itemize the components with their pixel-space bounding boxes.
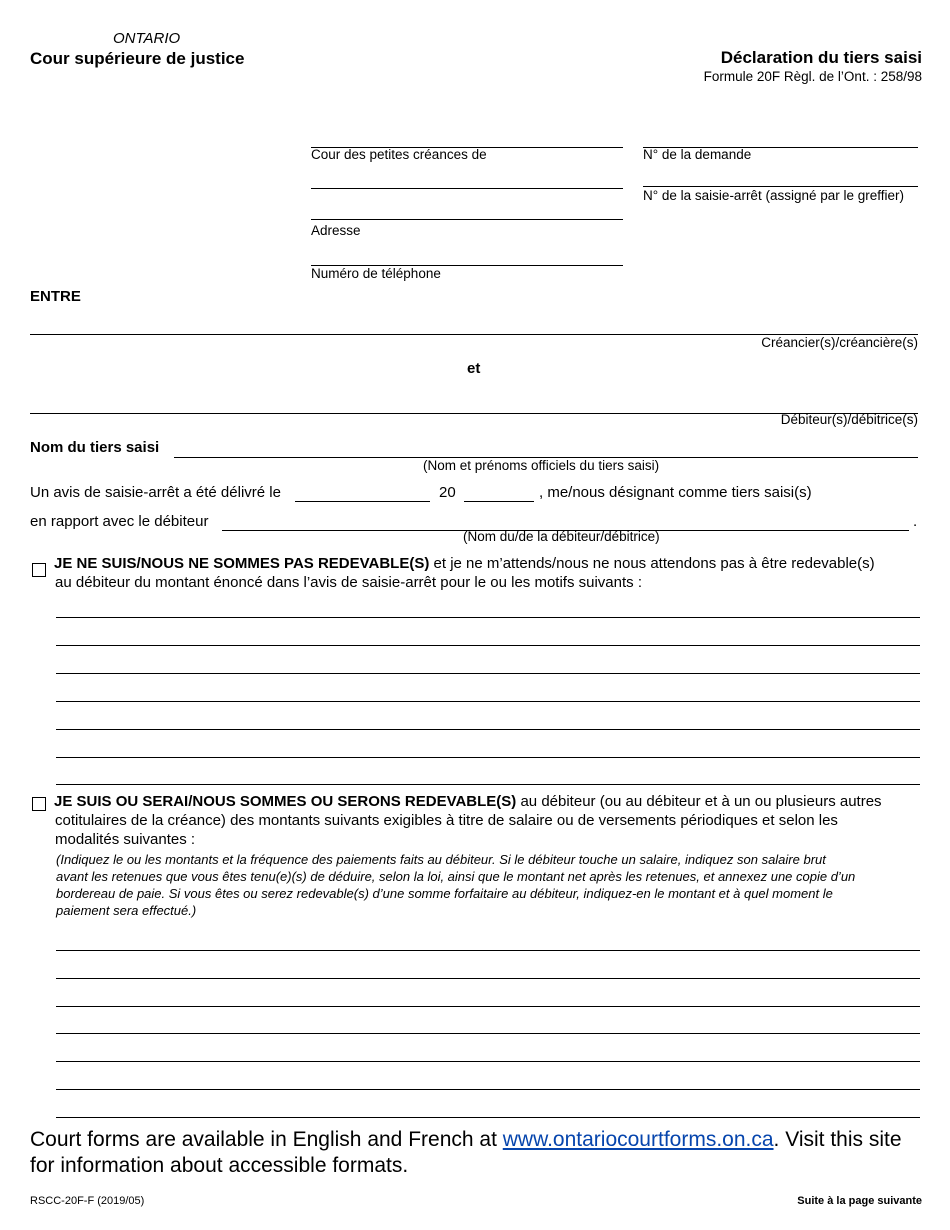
not-owing-line1 <box>54 555 875 572</box>
not-owing-bold: JE NE SUIS/NOUS NE SOMMES PAS REDEVABLE(S) <box>54 555 430 572</box>
court-name-continued-input[interactable] <box>311 169 626 189</box>
creditor-label: Créancier(s)/créancière(s) <box>761 335 918 350</box>
continued-label: Suite à la page suivante <box>797 1195 922 1207</box>
court-phone-label: Numéro de téléphone <box>311 266 441 281</box>
garnishment-number-line <box>643 186 918 187</box>
garnishment-number-label: N° de la saisie-arrêt (assigné par le greffier) <box>643 188 905 203</box>
notice-date-line <box>295 501 430 502</box>
small-claims-court-input[interactable] <box>311 128 626 148</box>
creditor-input[interactable] <box>30 315 921 335</box>
debtor-name-prefix: en rapport avec le débiteur <box>30 513 209 530</box>
debtor-name-input[interactable] <box>222 511 912 531</box>
between-heading: ENTRE <box>30 288 81 305</box>
court-phone-input[interactable] <box>311 246 626 266</box>
detail-line[interactable] <box>56 1061 920 1062</box>
reason-line[interactable] <box>56 617 920 618</box>
owing-note-3: bordereau de paie. Si vous êtes ou serez redevable(s) d’une somme forfaitaire au débiteur, indiquez-en le montant et à quel moment le <box>56 886 833 901</box>
detail-line[interactable] <box>56 1089 920 1090</box>
owing-line2: cotitulaires de la créance) des montants suivants exigibles à titre de salaire ou de versements périodiques et selon les <box>55 812 838 829</box>
owing-note-1: (Indiquez le ou les montants et la fréquence des paiements faits au débiteur. Si le débiteur touche un salaire, indiquez son salaire brut <box>56 852 826 867</box>
notice-year-line <box>464 501 534 502</box>
owing-note-4: paiement sera effectué.) <box>56 903 197 918</box>
reason-line[interactable] <box>56 784 920 785</box>
notice-year-input[interactable] <box>464 482 537 502</box>
garnishee-name-input[interactable] <box>174 438 921 458</box>
notice-text-2: . Visit this site <box>773 1128 902 1151</box>
small-claims-court-label: Cour des petites créances de <box>311 147 487 162</box>
notice-text-1: Court forms are available in English and French at <box>30 1128 497 1151</box>
form-code: RSCC-20F-F (2019/05) <box>30 1195 145 1207</box>
owing-checkbox[interactable] <box>32 797 46 811</box>
form-reference: Formule 20F Règl. de l’Ont. : 258/98 <box>703 69 922 84</box>
garnishee-name-caption: (Nom et prénoms officiels du tiers saisi) <box>423 458 660 473</box>
owing-instructions <box>56 851 855 919</box>
court-name-continued-line <box>311 188 623 189</box>
detail-line[interactable] <box>56 978 920 979</box>
owing-bold: JE SUIS OU SERAI/NOUS SOMMES OU SERONS REDEVABLE(S) <box>54 793 517 810</box>
claim-number-input[interactable] <box>643 128 921 148</box>
claim-number-label: N° de la demande <box>643 147 752 162</box>
detail-line[interactable] <box>56 1006 920 1007</box>
court-address-input[interactable] <box>311 200 626 220</box>
debtor-input[interactable] <box>30 394 921 414</box>
court-name: Cour supérieure de justice <box>30 49 245 68</box>
notice-date-prefix: Un avis de saisie-arrêt a été délivré le <box>30 484 281 501</box>
owing-line3: modalités suivantes : <box>55 831 196 848</box>
court-forms-link[interactable]: www.ontariocourtforms.on.ca <box>502 1128 774 1151</box>
debtor-name-caption: (Nom du/de la débiteur/débitrice) <box>463 529 660 544</box>
debtor-name-period: . <box>913 513 918 530</box>
court-address-line <box>311 219 623 220</box>
not-owing-rest: et je ne m’attends/nous ne nous attendons pas à être redevable(s) <box>433 555 875 572</box>
owing-note-2: avant les retenues que vous êtes tenu(e)(s) de déduire, selon la loi, ainsi que le montant net après les retenues, et annexez une copie d’un <box>56 869 856 884</box>
notice-text-3: for information about accessible formats. <box>30 1154 409 1177</box>
garnishee-name-label: Nom du tiers saisi <box>30 439 160 456</box>
debtor-label: Débiteur(s)/débitrice(s) <box>780 412 918 427</box>
province-label: ONTARIO <box>113 30 181 47</box>
garnishment-number-input[interactable] <box>643 167 921 187</box>
not-owing-checkbox[interactable] <box>32 563 46 577</box>
notice-year-prefix: 20 <box>439 484 456 501</box>
and-label: et <box>467 360 481 377</box>
owing-rest: au débiteur (ou au débiteur et à un ou plusieurs autres <box>520 793 882 810</box>
reason-line[interactable] <box>56 673 920 674</box>
reason-line[interactable] <box>56 701 920 702</box>
accessibility-notice <box>30 1127 902 1179</box>
form-title: Déclaration du tiers saisi <box>720 48 922 67</box>
reason-line[interactable] <box>56 645 920 646</box>
detail-line[interactable] <box>56 1117 920 1118</box>
detail-line[interactable] <box>56 1033 920 1034</box>
not-owing-line2: au débiteur du montant énoncé dans l’avis de saisie-arrêt pour le ou les motifs suivants : <box>55 574 642 591</box>
reason-line[interactable] <box>56 729 920 730</box>
court-address-label: Adresse <box>311 223 361 238</box>
notice-date-input[interactable] <box>295 482 433 502</box>
notice-date-suffix: , me/nous désignant comme tiers saisi(s) <box>539 484 812 501</box>
owing-line1 <box>54 793 882 810</box>
detail-line[interactable] <box>56 950 920 951</box>
reason-line[interactable] <box>56 757 920 758</box>
